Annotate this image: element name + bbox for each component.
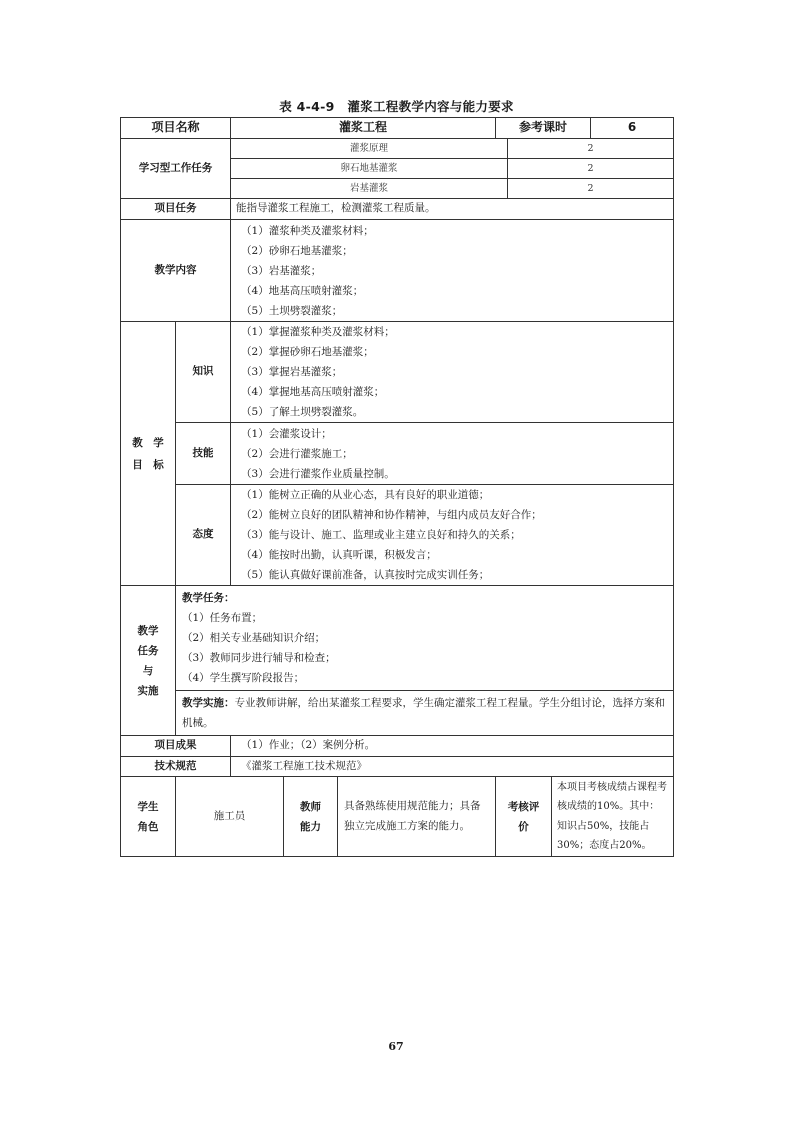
list-item: （5）了解土坝劈裂灌浆。: [241, 406, 364, 418]
project-result-row: [121, 736, 674, 757]
list-item: （4）能按时出勤，认真听课，积极发言；: [241, 549, 437, 561]
learning-task-hours: 2: [587, 163, 594, 174]
table-caption: 表 4-4-9 灌浆工程教学内容与能力要求: [279, 99, 514, 114]
learning-task-name: 岩基灌浆: [231, 179, 508, 198]
implementation-content: [176, 586, 674, 736]
teaching-content-label: 教学内容: [121, 220, 231, 322]
implementation-label: 教学 任务 与 实施: [121, 586, 176, 736]
learning-task-cell: [231, 139, 674, 159]
course-table: [120, 117, 674, 857]
learning-task-row: [121, 139, 674, 159]
list-item: （4）掌握地基高压喷射灌浆；: [241, 386, 385, 398]
teaching-content-list: [231, 220, 674, 322]
learning-task-name: 卵石地基灌浆: [231, 159, 508, 178]
list-item: （3）教师同步进行辅导和检查；: [182, 652, 336, 664]
list-item: （3）会进行灌浆作业质量控制。: [241, 467, 395, 480]
learning-task-cell: [231, 179, 674, 199]
list-item: （1）掌握灌浆种类及灌浆材料；: [241, 326, 395, 338]
list-item: （3）岩基灌浆；: [241, 264, 322, 277]
list-item: （3）掌握岩基灌浆；: [241, 366, 343, 378]
page-number: 67: [388, 1040, 404, 1053]
list-item: （1）任务布置；: [182, 612, 263, 624]
item-name-value: 灌浆工程: [231, 118, 496, 139]
item-name-label: 项目名称: [121, 118, 231, 139]
impl-title: 教学实施：: [182, 697, 235, 709]
attitude-label: 态度: [176, 485, 231, 586]
learning-task-name: 灌浆原理: [231, 139, 508, 158]
assessment-value: 本项目考核成绩占课程考核成绩的10%。其中：知识占50%，技能占30%；态度占20%。: [552, 777, 674, 857]
teaching-goals-label: 教 学 目 标: [121, 322, 176, 586]
list-item: （5）土坝劈裂灌浆；: [241, 304, 343, 317]
project-result-label: 项目成果: [121, 736, 231, 757]
knowledge-list: [231, 322, 674, 423]
tech-standard-value: 《灌浆工程施工技术规范》: [231, 756, 674, 777]
implementation-text: [176, 691, 673, 735]
student-role-value: 施工员: [176, 777, 284, 857]
list-item: （4）学生撰写阶段报告；: [182, 672, 305, 684]
list-item: （1）会灌浆设计；: [241, 427, 332, 440]
list-item: （2）掌握砂卵石地基灌浆；: [241, 346, 374, 358]
implementation-row: [121, 586, 674, 736]
tech-standard-label: 技术规范: [121, 756, 231, 777]
list-item: （2）能树立良好的团队精神和协作精神，与组内成员友好合作；: [241, 509, 542, 521]
attitude-row: [121, 485, 674, 586]
header-row: [121, 118, 674, 139]
list-item: （3）能与设计、施工、监理或业主建立良好和持久的关系；: [241, 529, 521, 541]
list-item: （2）砂卵石地基灌浆；: [241, 244, 353, 257]
roles-row: [121, 777, 674, 857]
skills-row: [121, 423, 674, 485]
teacher-ability-value: 具备熟练使用规范能力；具备独立完成施工方案的能力。: [338, 777, 496, 857]
attitude-list: [231, 485, 674, 586]
hours-label: 参考课时: [496, 118, 591, 138]
list-item: （4）地基高压喷射灌浆；: [241, 284, 364, 297]
learning-task-hours: 2: [587, 143, 594, 154]
learning-task-hours: 2: [587, 183, 594, 194]
learning-task-cell: [231, 159, 674, 179]
tech-standard-row: [121, 756, 674, 777]
impl-text: 专业教师讲解，给出某灌浆工程要求，学生确定灌浆工程工程量。学生分组讨论，选择方案和机械。: [182, 697, 665, 729]
hours-value: 6: [627, 120, 637, 135]
project-result-value: （1）作业；（2）案例分析。: [231, 736, 674, 757]
knowledge-row: [121, 322, 674, 423]
project-task-label: 项目任务: [121, 199, 231, 220]
knowledge-label: 知识: [176, 322, 231, 423]
list-item: （2）相关专业基础知识介绍；: [182, 632, 326, 644]
list-item: （1）灌浆种类及灌浆材料；: [241, 224, 374, 237]
list-item: （1）能树立正确的从业心态，具有良好的职业道德；: [241, 489, 490, 501]
skills-list: [231, 423, 674, 485]
list-item: （2）会进行灌浆施工；: [241, 447, 353, 460]
hours-cell: [496, 118, 674, 139]
project-task-value: 能指导灌浆工程施工，检测灌浆工程质量。: [231, 199, 674, 220]
learning-tasks-label: 学习型工作任务: [121, 139, 231, 199]
project-task-row: [121, 199, 674, 220]
teacher-ability-label: 教师 能力: [284, 777, 338, 857]
list-item: （5）能认真做好课前准备，认真按时完成实训任务；: [241, 569, 490, 581]
task-title: 教学任务：: [182, 592, 235, 604]
student-role-label: 学生 角色: [121, 777, 176, 857]
skills-label: 技能: [176, 423, 231, 485]
assessment-label: 考核评 价: [496, 777, 552, 857]
teaching-content-row: [121, 220, 674, 322]
